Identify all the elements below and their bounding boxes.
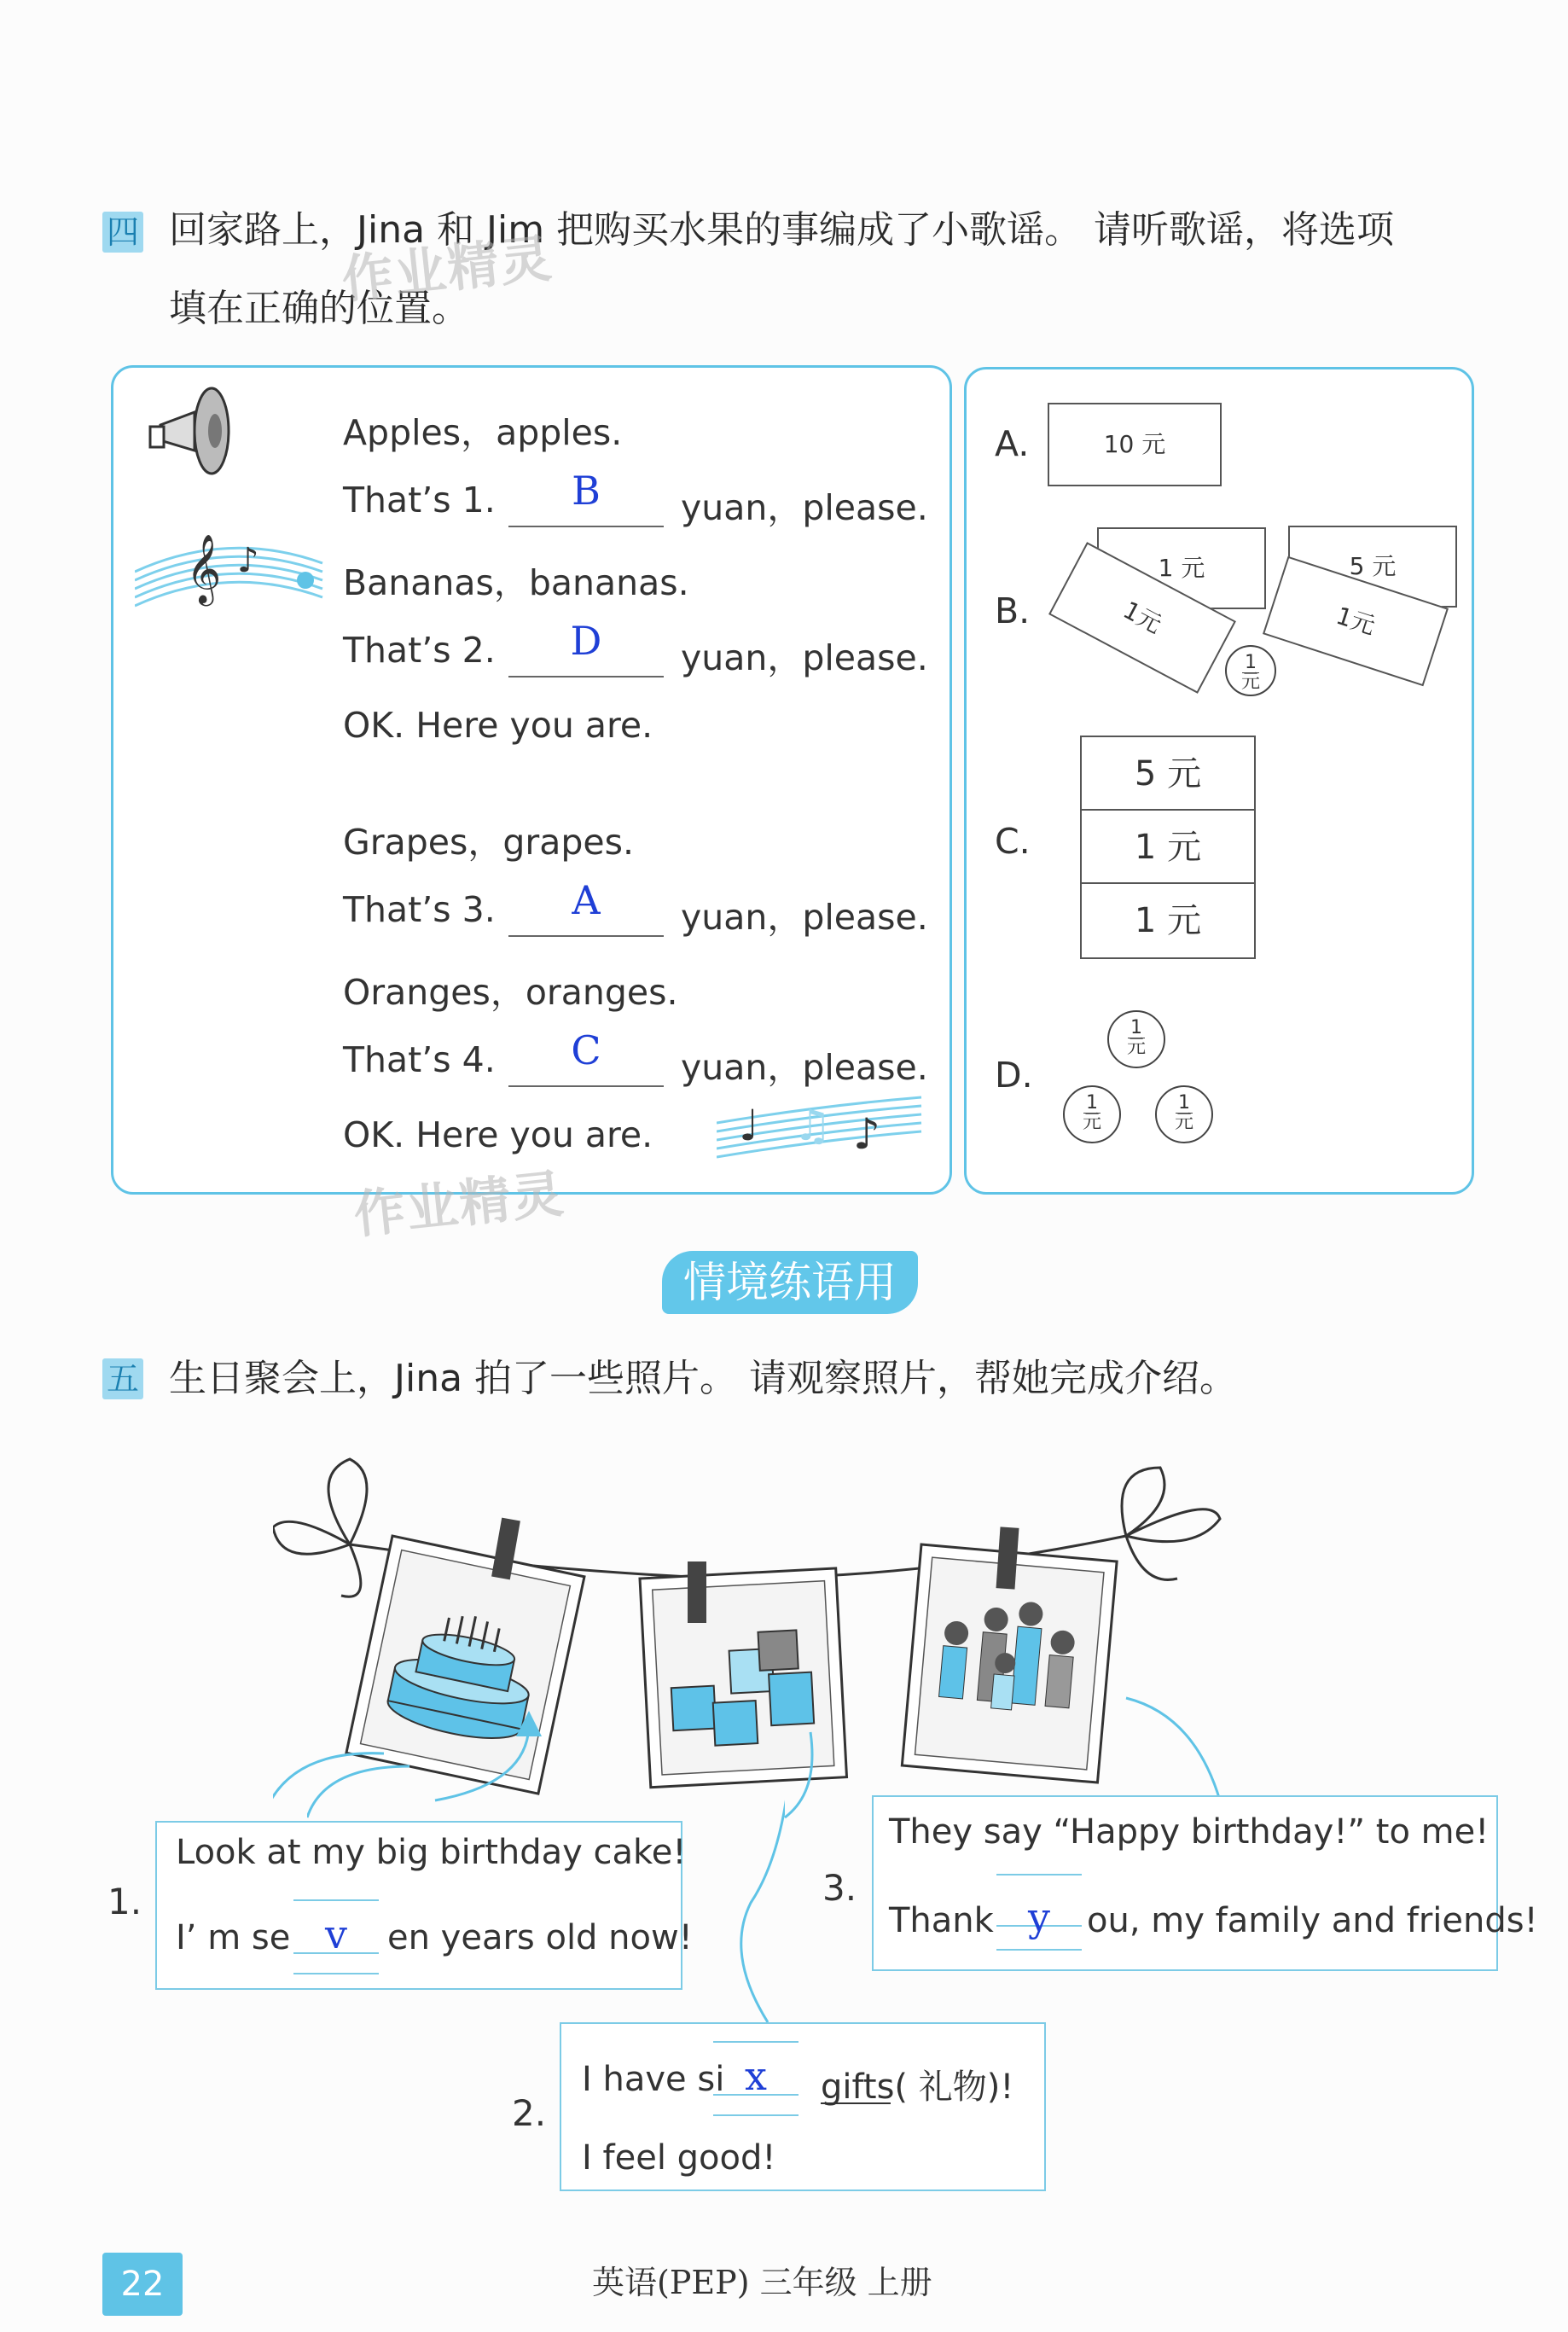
option-d-label: D.: [995, 1055, 1033, 1096]
song-line-7-suffix: yuan，please.: [681, 897, 928, 938]
song-line-4-suffix: yuan，please.: [681, 637, 928, 678]
option-c-banknote-1: 5 元: [1080, 736, 1256, 812]
option-c-label: C.: [995, 821, 1031, 862]
option-b-banknote-4: 1元: [1263, 556, 1449, 686]
answer-3: A: [572, 877, 601, 923]
coin-unit: 元: [1126, 1037, 1146, 1058]
coin-unit: 元: [1240, 672, 1260, 693]
box1-line2-suffix: en years old now!: [387, 1918, 693, 1957]
answer-blank-1[interactable]: [508, 524, 664, 527]
option-a-banknote: 10 元: [1048, 403, 1222, 486]
music-staff-icon: [135, 512, 331, 623]
box3-number: 3.: [822, 1867, 857, 1909]
box2-number: 2.: [512, 2092, 547, 2134]
coin-unit: 元: [1082, 1112, 1101, 1133]
box2-line2: I feel good!: [582, 2138, 776, 2178]
section5-instruction: 生日聚会上，Jina 拍了一些照片。 请观察照片，帮她完成介绍。: [169, 1357, 1238, 1400]
box1-line1: Look at my big birthday cake!: [176, 1833, 687, 1872]
box3-writing-line: [996, 1874, 1082, 1875]
box1-line2-prefix: I’ m se: [176, 1918, 291, 1957]
option-a-label: A.: [995, 423, 1030, 464]
answer-blank-3[interactable]: [508, 933, 664, 937]
answer-2: D: [570, 618, 602, 664]
coin-numerator: 1: [1083, 1087, 1101, 1114]
watermark: 作业精灵: [339, 229, 556, 311]
footer-text: 英语(PEP) 三年级 上册: [592, 2264, 932, 2301]
svg-text:♪: ♪: [853, 1109, 880, 1159]
section4-instruction-line2: 填在正确的位置。: [169, 287, 469, 330]
box3-line2-suffix: ou, my family and friends!: [1087, 1901, 1538, 1940]
coin-unit: 元: [1174, 1112, 1193, 1133]
box3-line2-prefix: Thank: [889, 1901, 994, 1940]
section4-number: 四: [102, 212, 143, 253]
song-line-4-prefix: That’s 2.: [343, 630, 496, 671]
gifts-underline: [821, 2102, 891, 2104]
option-b-banknote-2: 1元: [1048, 542, 1236, 694]
box1-answer[interactable]: v: [325, 1911, 347, 1957]
page-number: 22: [102, 2253, 183, 2316]
answer-blank-2[interactable]: [508, 674, 664, 678]
song-line-2-suffix: yuan，please.: [681, 487, 928, 528]
box2-answer[interactable]: x: [745, 2053, 767, 2099]
coin-numerator: 1: [1128, 1012, 1145, 1038]
song-line-9-suffix: yuan，please.: [681, 1047, 928, 1088]
option-b-banknote-1: 1 元: [1097, 527, 1266, 609]
svg-text:𝄞: 𝄞: [186, 533, 222, 603]
box1-writing-line: [293, 1973, 379, 1974]
answer-4: C: [571, 1027, 601, 1073]
box1-writing-line: [293, 1899, 379, 1901]
song-line-10: OK. Here you are.: [343, 1114, 653, 1155]
svg-text:♫: ♫: [793, 1101, 832, 1150]
song-line-3: Bananas，bananas.: [343, 562, 689, 603]
option-b-label: B.: [995, 590, 1031, 631]
song-line-5: OK. Here you are.: [343, 705, 653, 746]
song-line-1: Apples，apples.: [343, 412, 623, 453]
answer-blank-4[interactable]: [508, 1084, 664, 1087]
box2-line1-suffix: gifts( 礼物)!: [821, 2067, 1014, 2107]
box3-answer[interactable]: y: [1028, 1894, 1050, 1940]
option-d-coin-1: [1107, 1010, 1165, 1068]
option-b-coin: [1225, 645, 1276, 696]
section-banner: 情境练语用: [662, 1251, 918, 1314]
song-line-7-prefix: That’s 3.: [343, 889, 496, 930]
option-c-banknote-3: 1 元: [1080, 882, 1256, 959]
section4-instruction-line1: 回家路上，Jina 和 Jim 把购买水果的事编成了小歌谣。 请听歌谣，将选项: [169, 208, 1395, 252]
answer-1: B: [572, 468, 601, 514]
song-line-6: Grapes，grapes.: [343, 822, 635, 863]
section5-number: 五: [102, 1358, 143, 1399]
coin-numerator: 1: [1242, 647, 1259, 673]
box1-number: 1.: [107, 1881, 142, 1922]
option-c-banknote-2: 1 元: [1080, 809, 1256, 886]
song-line-8: Oranges，oranges.: [343, 972, 678, 1013]
option-b-banknote-3: 5 元: [1288, 526, 1457, 608]
box3-line1: They say “Happy birthday!” to me!: [889, 1812, 1490, 1852]
megaphone-icon: [143, 382, 246, 476]
coin-numerator: 1: [1176, 1087, 1193, 1114]
box2-line1-prefix: I have si: [582, 2060, 725, 2099]
option-d-coin-3: [1155, 1085, 1213, 1143]
box2-writing-line: [713, 2041, 799, 2043]
song-line-2-prefix: That’s 1.: [343, 480, 496, 520]
box2-writing-line: [713, 2114, 799, 2116]
svg-text:♩: ♩: [739, 1101, 759, 1150]
music-notes-icon: [717, 1089, 930, 1166]
song-line-9-prefix: That’s 4.: [343, 1039, 496, 1080]
watermark-2: 作业精灵: [351, 1164, 568, 1246]
svg-text:♪: ♪: [237, 541, 259, 580]
option-d-coin-2: [1063, 1085, 1121, 1143]
box3-writing-line: [996, 1949, 1082, 1951]
